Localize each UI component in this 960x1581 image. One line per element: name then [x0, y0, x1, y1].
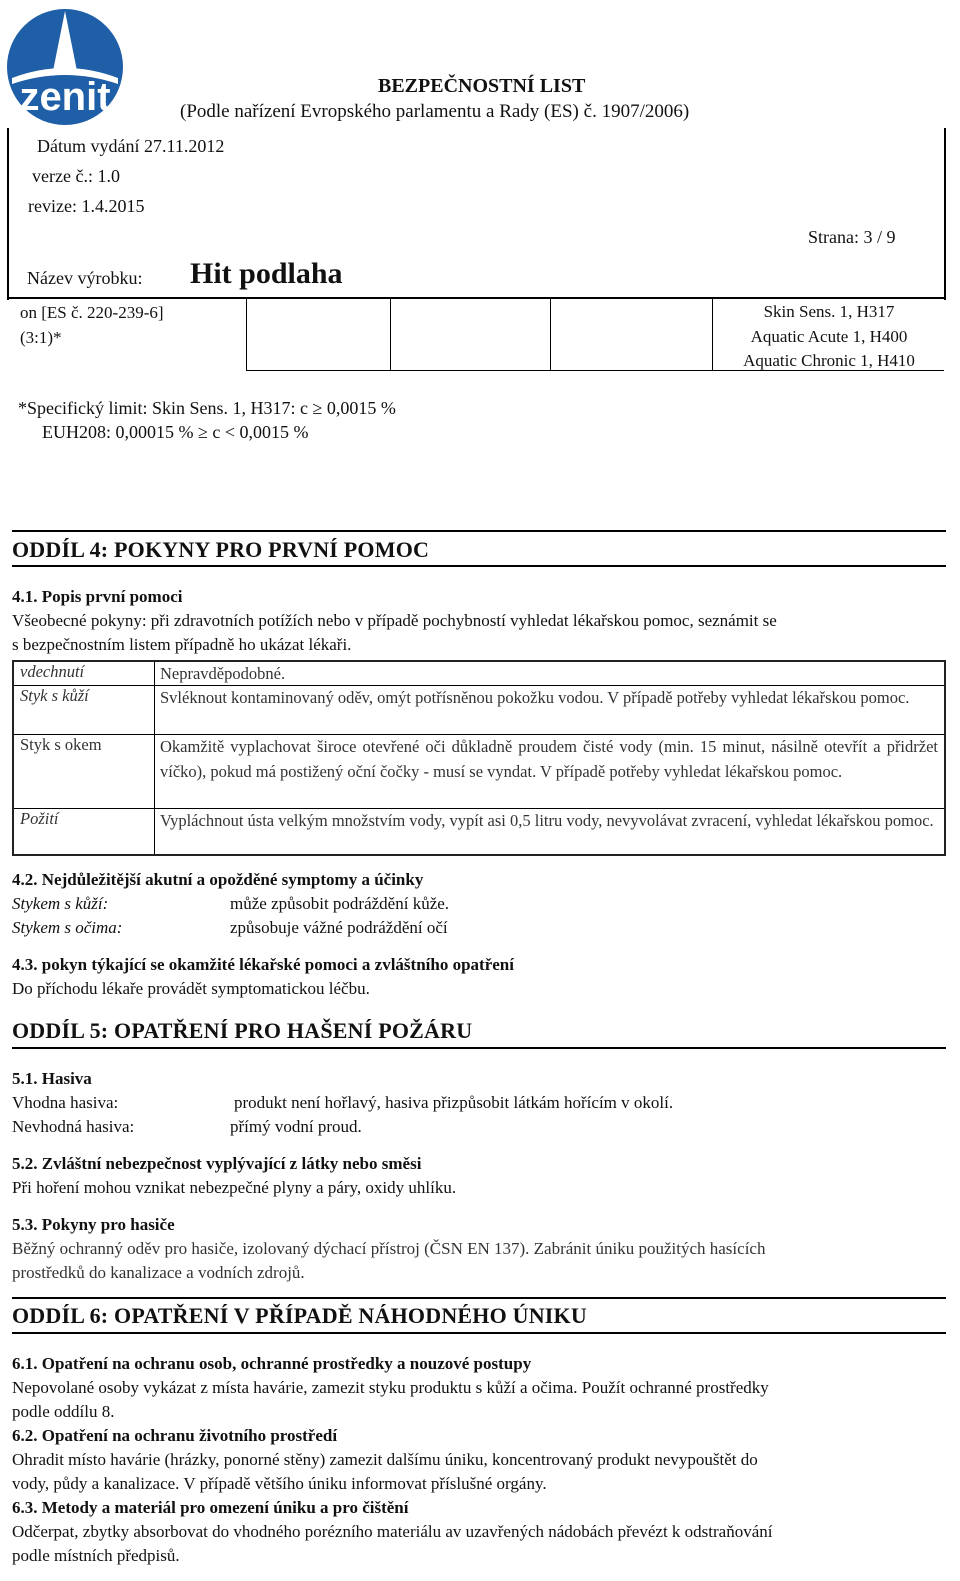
row-text-ingestion: Vypláchnout ústa velkým množstvím vody, vypít asi 0,5 litru vody, nevyvolávat zvracení, vyhledat lékařskou pomoc. [160, 811, 934, 830]
heading-4-2: 4.2. Nejdůležitější akutní a opožděné symptomy a účinky [12, 870, 424, 889]
euh208-limit: EUH208: 0,00015 % ≥ c < 0,0015 % [42, 422, 309, 442]
header-frame-right [944, 128, 946, 300]
revision: revize: 1.4.2015 [28, 196, 145, 216]
section-5-rule [12, 1047, 946, 1049]
comp-hazard-cell [715, 300, 943, 374]
eyes-effect: způsobuje vážné podráždění očí [230, 918, 448, 937]
unsuitable-text: přímý vodní proud. [230, 1117, 362, 1136]
header-frame-bottom [7, 297, 946, 299]
heading-6-3: 6.3. Metody a materiál pro omezení úniku a pro čištění [12, 1498, 409, 1517]
comp-divider [550, 299, 551, 371]
row-label-inhalation: vdechnutí [20, 662, 85, 681]
section-4-title: ODDÍL 4: POKYNY PRO PRVNÍ POMOC [12, 537, 430, 562]
para-4-1: Všeobecné pokyny: při zdravotních potížích nebo v případě pochybností vyhledat lékařskou pomoc, seznámit se [12, 611, 777, 630]
section-6-rule [12, 1332, 946, 1334]
suitable-text: produkt není hořlavý, hasiva přizpůsobit látkám hořícím v okolí. [234, 1093, 674, 1112]
company-logo [4, 6, 126, 128]
comp-col1-line2: (3:1)* [20, 328, 62, 347]
zenit-logo-icon [4, 6, 126, 128]
para-4-3: Do příchodu lékaře provádět symptomatickou léčbu. [12, 979, 370, 998]
comp-col1 [20, 300, 164, 350]
para-5-3-cont: prostředků do kanalizace a vodních zdrojů. [12, 1263, 305, 1282]
para-5-3: Běžný ochranný oděv pro hasiče, izolovaný dýchací přístroj (ČSN EN 137). Zabránit úniku použitých hasících [12, 1239, 766, 1258]
specific-limit: *Specifický limit: Skin Sens. 1, H317: c ≥ 0,0015 % [18, 398, 396, 418]
para-6-3: Odčerpat, zbytky absorbovat do vhodného porézního materiálu av uzavřených nádobách převézt k odstraňování [12, 1522, 773, 1541]
issue-date: Dátum vydání 27.11.2012 [37, 136, 225, 156]
section-6-rule-top [12, 1297, 946, 1299]
unsuitable-label: Nevhodná hasiva: [12, 1117, 135, 1136]
para-6-1: Nepovolané osoby vykázat z místa havárie, zamezit styku produktu s kůží a očima. Použít ochranné prostředky [12, 1378, 769, 1397]
comp-divider [390, 299, 391, 371]
heading-4-3: 4.3. pokyn týkající se okamžité lékařské pomoci a zvláštního opatření [12, 955, 514, 974]
para-4-1-cont: s bezpečnostním listem případně ho ukázat lékaři. [12, 635, 352, 654]
header-frame-left [7, 128, 9, 300]
heading-5-3: 5.3. Pokyny pro hasiče [12, 1215, 175, 1234]
document-title: BEZPEČNOSTNÍ LIST [378, 75, 586, 97]
version: verze č.: 1.0 [32, 166, 120, 186]
hazard-line: Skin Sens. 1, H317 [763, 302, 895, 321]
skin-effect: může způsobit podráždění kůže. [230, 894, 450, 913]
heading-6-2: 6.2. Opatření na ochranu životního prostředí [12, 1426, 338, 1445]
para-6-1-cont: podle oddílu 8. [12, 1402, 115, 1421]
section-5-title: ODDÍL 5: OPATŘENÍ PRO HAŠENÍ POŽÁRU [12, 1018, 473, 1043]
comp-divider [712, 299, 713, 371]
heading-5-2: 5.2. Zvláštní nebezpečnost vyplývající z látky nebo směsi [12, 1154, 422, 1173]
heading-6-1: 6.1. Opatření na ochranu osob, ochranné prostředky a nouzové postupy [12, 1354, 532, 1373]
comp-col1-line1: on [ES č. 220-239-6] [20, 303, 164, 322]
row-label-skin: Styk s kůží [20, 686, 89, 705]
para-6-2-cont: vody, půdy a kanalizace. V případě většího úniku informovat příslušné orgány. [12, 1474, 547, 1493]
product-label: Název výrobku: [27, 268, 143, 288]
para-6-3-cont: podle místních předpisů. [12, 1546, 180, 1565]
row-text-eye: Okamžitě vyplachovat široce otevřené oči důkladně proudem čisté vody (min. 15 minut, násilně otevřít a přidržet víčko), pokud má postižený oční čočky - musí se vyndat. V případě potřeby vyhledat lékařskou pomoc. [160, 737, 938, 781]
table-divider [154, 662, 155, 854]
heading-5-1: 5.1. Hasiva [12, 1069, 92, 1088]
row-label-eye: Styk s okem [20, 735, 102, 754]
hazard-line: Aquatic Acute 1, H400 [750, 326, 908, 346]
skin-label: Stykem s kůží: [12, 894, 109, 913]
section-4-rule [12, 530, 946, 532]
row-text-inhalation: Nepravděpodobné. [160, 664, 286, 683]
comp-divider [246, 299, 247, 371]
document-subtitle: (Podle nařízení Evropského parlamentu a Rady (ES) č. 1907/2006) [180, 101, 690, 122]
section-4-rule-bottom [12, 565, 946, 567]
page-number: Strana: 3 / 9 [808, 227, 896, 247]
section-6-title: ODDÍL 6: OPATŘENÍ V PŘÍPADĚ NÁHODNÉHO ÚNIKU [12, 1303, 587, 1328]
suitable-label: Vhodna hasiva: [12, 1093, 119, 1112]
logo-text: zenit [19, 75, 111, 119]
row-text-skin: Svléknout kontaminovaný oděv, omýt potřísněnou pokožku vodou. V případě potřeby vyhledat lékařskou pomoc. [160, 688, 910, 707]
product-name: Hit podlaha [190, 257, 343, 290]
hazard-line: Aquatic Chronic 1, H410 [743, 351, 915, 370]
eyes-label: Stykem s očima: [12, 918, 123, 937]
para-5-2: Při hoření mohou vznikat nebezpečné plyny a páry, oxidy uhlíku. [12, 1178, 457, 1197]
row-label-ingestion: Požití [20, 809, 59, 828]
first-aid-table [12, 660, 946, 856]
heading-4-1: 4.1. Popis první pomoci [12, 587, 183, 606]
para-6-2: Ohradit místo havárie (hrázky, ponorné stěny) zamezit dalšímu úniku, koncentrovaný produkt nevypouštět do [12, 1450, 758, 1469]
